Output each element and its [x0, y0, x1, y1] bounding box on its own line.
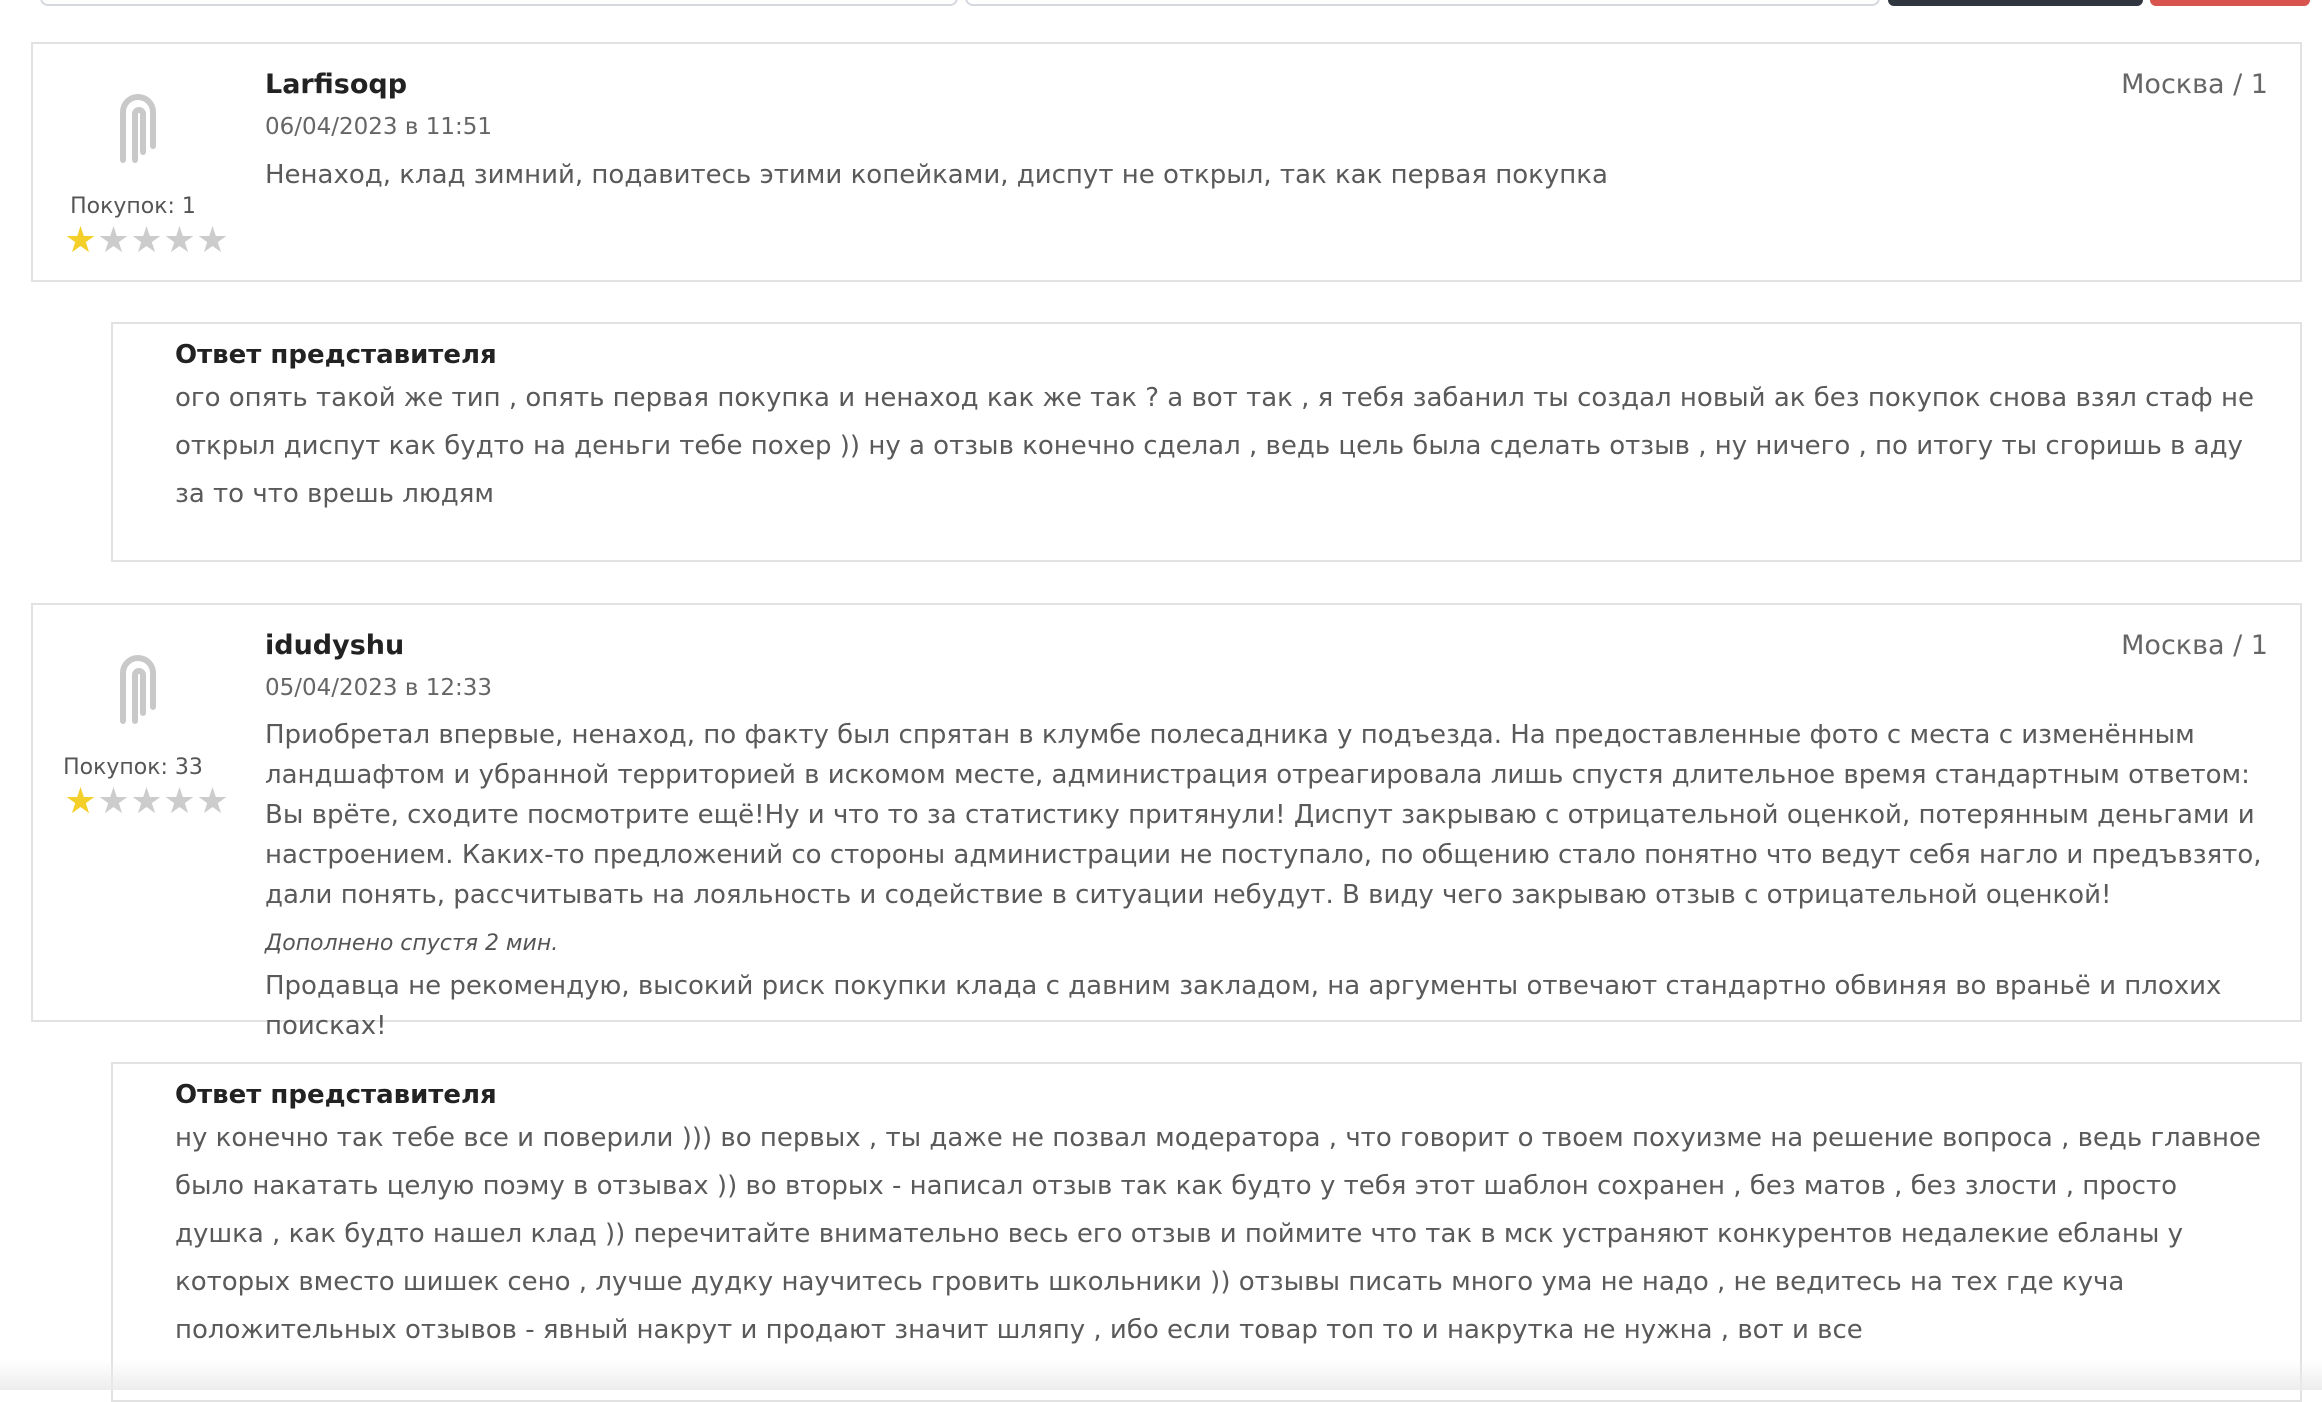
review-card: [31, 42, 2302, 282]
review-user-column: [33, 44, 233, 280]
filter-bar: [0, 0, 2322, 10]
review-location: Москва / 1: [2121, 69, 2268, 100]
addition-text: Продавца не рекомендую, высокий риск покупки клада с давним закладом, на аргументы отвечают стандартно обвиняя во враньё и плохих поисках!: [265, 971, 2222, 1041]
rating-stars: [64, 781, 229, 822]
review-text: Приобретал впервые, ненаход, по факту был спрятан в клумбе полесадника у подъезда. На предоставленные фото с места с изменённым ландшафтом и убранной территорией в искомом месте, администрация отреагировала лишь спустя длительное время стандартным ответом: Вы врёте, сходите посмотрите ещё!Ну и что то за статистику притянули! Диспут закрываю с отрицательной оценкой, потерянным деньгами и настроением. Каких-то предложений со стороны администрации не поступало, по общению стало понятно что ведут себя нагло и предъвзято, дали понять, рассчитывать на лояльность и содействие в ситуации небудут. В виду чего закрываю отзыв с отрицательной оценкой!: [265, 720, 2262, 910]
review-date: 06/04/2023 в 11:51: [265, 114, 493, 140]
review-author[interactable]: idudyshu: [265, 630, 405, 661]
user-avatar-icon: [113, 86, 163, 164]
filter-input-2[interactable]: [965, 0, 1880, 6]
star-filled-icon: ★: [64, 220, 97, 261]
rating-stars: [64, 220, 229, 261]
star-filled-icon: ★: [64, 781, 97, 822]
review-text: Ненаход, клад зимний, подавитесь этими копейками, диспут не открыл, так как первая покупка: [265, 160, 1608, 190]
star-empty-icon: ★: [163, 220, 196, 261]
star-empty-icon: ★: [97, 781, 130, 822]
representative-reply: [111, 1062, 2302, 1402]
addition-label: Дополнено спустя 2 мин.: [265, 931, 559, 956]
reply-title: Ответ представителя: [175, 1080, 497, 1110]
star-empty-icon: ★: [196, 220, 229, 261]
user-avatar-icon: [113, 647, 163, 725]
review-location: Москва / 1: [2121, 630, 2268, 661]
star-empty-icon: ★: [97, 220, 130, 261]
reply-title: Ответ представителя: [175, 340, 497, 370]
scroll-shadow: [0, 1360, 2322, 1390]
purchase-count: Покупок: 33: [63, 755, 203, 780]
star-empty-icon: ★: [196, 781, 229, 822]
reply-text: ну конечно так тебе все и поверили ))) во первых , ты даже не позвал модератора , что говорит о твоем похуизме на решение вопроса , ведь главное было накатать целую поэму в отзывах )) во вторых - написал отзыв так как будто у тебя этот шаблон сохранен , без матов , без злости , просто душка , как будто нашел клад )) перечитайте внимательно весь его отзыв и поймите что так в мск устраняют конкурентов недалекие ебланы у которых вместо шишек сено , лучше дудку научитесь гровить школьники )) отзывы писать много ума не надо , не ведитесь на тех где куча положительных отзывов - явный накрут и продают значит шляпу , ибо если товар топ то и накрутка не нужна , вот и все: [175, 1123, 2261, 1345]
star-empty-icon: ★: [163, 781, 196, 822]
review-user-column: [33, 605, 233, 1020]
filter-reset-button[interactable]: [2150, 0, 2310, 6]
star-empty-icon: ★: [130, 781, 163, 822]
filter-input-1[interactable]: [40, 0, 958, 6]
reply-text: ого опять такой же тип , опять первая покупка и ненаход как же так ? а вот так , я тебя забанил ты создал новый ак без покупок снова взял стаф не открыл диспут как будто на деньги тебе похер )) ну а отзыв конечно сделал , ведь цель была сделать отзыв , ну ничего , по итогу ты сгоришь в аду за то что врешь людям: [175, 383, 2254, 509]
star-empty-icon: ★: [130, 220, 163, 261]
purchase-count: Покупок: 1: [70, 194, 196, 219]
filter-apply-button[interactable]: [1888, 0, 2143, 6]
review-card: [31, 603, 2302, 1041]
review-date: 05/04/2023 в 12:33: [265, 675, 493, 701]
review-author[interactable]: Larfisoqp: [265, 69, 408, 100]
representative-reply: [111, 322, 2302, 562]
